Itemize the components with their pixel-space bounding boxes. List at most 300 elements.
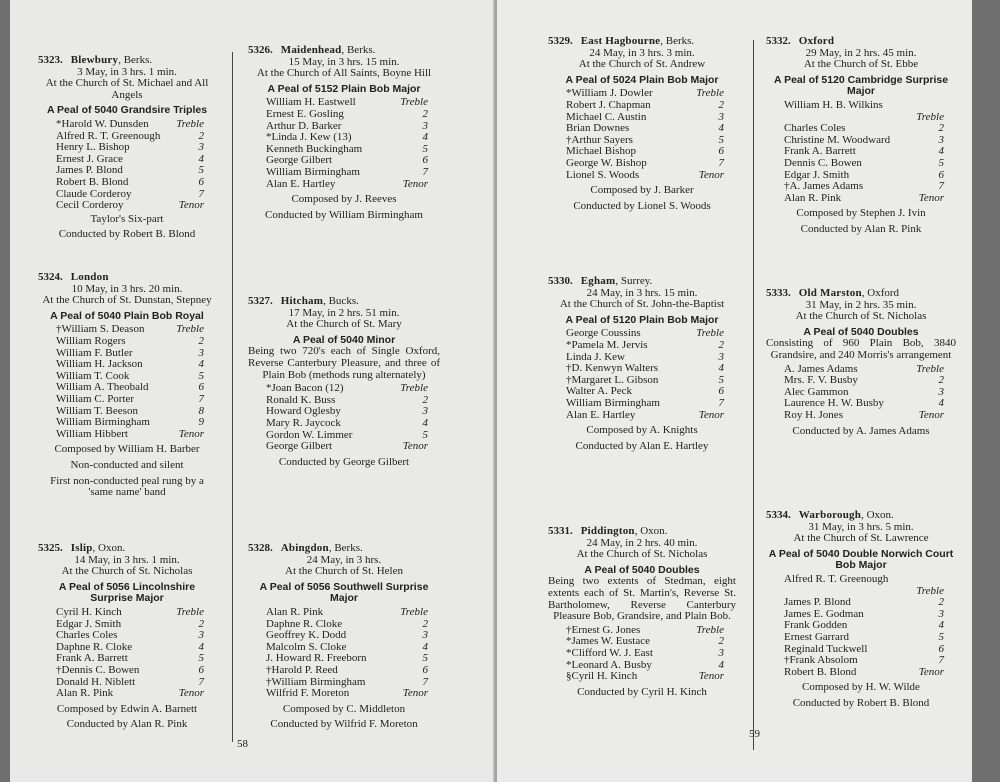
ringer-list <box>548 328 736 421</box>
bell-number: 5 <box>718 373 724 386</box>
peal-title: A Peal of 5024 Plain Bob Major <box>565 73 719 86</box>
ringer-name: †William Birmingham <box>266 675 366 688</box>
peal-county: , Berks. <box>660 35 695 47</box>
ringer-row <box>56 417 204 429</box>
peal-note: Conducted by A. James Adams <box>792 424 930 437</box>
peal-number: 5325. <box>38 542 63 554</box>
ringer-row <box>266 665 428 677</box>
peal-title: A Peal of 5152 Plain Bob Major <box>267 82 421 95</box>
ringer-list <box>248 383 440 453</box>
bell-number: 7 <box>938 654 944 667</box>
bell-number: Tenor <box>698 670 724 683</box>
bell-number: 2 <box>718 98 724 111</box>
ringer-row <box>784 181 944 193</box>
peal-note: Composed by A. Knights <box>586 424 698 437</box>
ringer-row <box>56 119 204 131</box>
peal-record <box>548 36 736 212</box>
ringer-name: Malcolm S. Cloke <box>266 640 347 653</box>
peal-title: A Peal of 5040 Minor <box>292 333 396 346</box>
bell-number: Tenor <box>402 687 428 700</box>
peal-note: Conducted by Wilfrid F. Moreton <box>270 718 418 731</box>
ringer-row <box>266 630 428 642</box>
peal-title: A Peal of 5056 Lincolnshire Surprise Major <box>58 580 196 605</box>
ringer-name: Brian Downes <box>566 122 630 135</box>
bell-number: 6 <box>718 145 724 158</box>
peal-heading <box>38 55 216 67</box>
ringer-name: William F. Butler <box>56 346 133 359</box>
bell-number: 2 <box>198 129 204 142</box>
peal-place: Old Marston <box>798 287 862 299</box>
bell-number: Treble <box>176 605 204 618</box>
peal-place: Hitcham <box>280 295 324 307</box>
bell-number: Tenor <box>698 408 724 421</box>
peal-note: Conducted by Alan R. Pink <box>66 718 188 731</box>
bell-number: 6 <box>422 154 428 167</box>
peal-place: Warborough <box>798 509 862 521</box>
ringer-name: Cecil Corderoy <box>56 199 124 212</box>
ringer-name: George Gilbert <box>266 154 333 167</box>
peal-title: A Peal of 5040 Doubles <box>803 325 919 338</box>
bell-number: 3 <box>422 119 428 132</box>
peal-detail-line: 24 May, in 2 hrs. 40 min. <box>586 536 698 549</box>
peal-detail-line: 17 May, in 2 hrs. 51 min. <box>288 306 400 319</box>
bell-number: 7 <box>198 187 204 200</box>
ringer-name: Alan E. Hartley <box>266 177 336 190</box>
peal-note: Conducted by Lionel S. Woods <box>573 199 711 212</box>
ringer-name: Cyril H. Kinch <box>56 605 122 618</box>
peal-note: Composed by J. Barker <box>590 184 694 197</box>
ringer-name: George Gilbert <box>266 440 333 453</box>
peal-note: Conducted by Robert B. Blond <box>792 696 930 709</box>
peal-heading <box>766 36 956 48</box>
ringer-row <box>784 193 944 205</box>
ringer-name: †Margaret L. Gibson <box>566 373 659 386</box>
peal-title: A Peal of 5120 Cambridge Surprise Major <box>773 73 949 98</box>
peal-heading <box>248 543 440 555</box>
ringer-name: William H. B. Wilkins <box>784 98 883 111</box>
peal-note: Conducted by Alan E. Hartley <box>575 439 709 452</box>
ringer-name: Laurence H. W. Busby <box>784 397 884 410</box>
bell-number: 3 <box>198 629 204 642</box>
peal-record <box>38 272 216 499</box>
bell-number: 5 <box>422 428 428 441</box>
composition-note: Taylor's Six-part <box>90 212 164 225</box>
bell-number: 4 <box>198 152 204 165</box>
bell-number: 2 <box>938 122 944 135</box>
ringer-name: Alan R. Pink <box>56 687 114 700</box>
bell-number: 3 <box>938 385 944 398</box>
ringer-row <box>266 109 428 121</box>
ringer-name: *William J. Dowler <box>566 87 653 100</box>
ringer-name: Charles Coles <box>56 629 118 642</box>
peal-heading <box>248 296 440 308</box>
bell-number: 4 <box>718 122 724 135</box>
peal-place: Oxford <box>798 35 835 47</box>
ringer-name: William H. Jackson <box>56 358 143 371</box>
peal-detail-line: At the Church of St. Nicholas <box>61 565 193 578</box>
ringer-name: *Harold W. Dunsden <box>56 117 149 130</box>
peal-number: 5324. <box>38 271 63 283</box>
ringer-name: Michael Bishop <box>566 145 636 158</box>
peal-number: 5328. <box>248 542 273 554</box>
ringer-name: *Linda J. Kew (13) <box>266 131 352 144</box>
ringer-list <box>38 607 216 700</box>
peal-number: 5329. <box>548 35 573 47</box>
bell-number: 4 <box>938 397 944 410</box>
ringer-name: William Birmingham <box>266 165 360 178</box>
peal-note: Conducted by Alan R. Pink <box>800 222 922 235</box>
ringer-name: William C. Porter <box>56 392 135 405</box>
peal-heading <box>766 288 956 300</box>
ringer-row <box>56 336 204 348</box>
ringer-row <box>784 375 944 387</box>
ringer-name: William Birmingham <box>566 396 660 409</box>
peal-note: Conducted by William Birmingham <box>265 208 423 221</box>
ringer-row <box>56 429 204 441</box>
ringer-name: Frank Godden <box>784 619 848 632</box>
bell-number: 4 <box>422 640 428 653</box>
ringer-name: Robert B. Blond <box>56 175 129 188</box>
peal-detail-line: 24 May, in 3 hrs. <box>306 553 382 566</box>
bell-number: 7 <box>198 392 204 405</box>
peal-number: 5333. <box>766 287 791 299</box>
peal-heading <box>548 526 736 538</box>
ringer-name: Reginald Tuckwell <box>784 642 868 655</box>
bell-number: 3 <box>718 350 724 363</box>
bell-number: 4 <box>198 358 204 371</box>
peal-detail-line: 14 May, in 3 hrs. 1 min. <box>74 553 180 566</box>
bell-number: Treble <box>176 323 204 336</box>
bell-number: Tenor <box>178 199 204 212</box>
ringer-name: §Cyril H. Kinch <box>566 670 638 683</box>
ringer-name: †Arthur Sayers <box>566 133 633 146</box>
ringer-list <box>766 100 956 204</box>
ringer-name: Lionel S. Woods <box>566 168 640 181</box>
bell-number: 3 <box>422 405 428 418</box>
bell-number: Tenor <box>918 665 944 678</box>
peal-number: 5323. <box>38 54 63 66</box>
ringer-name: *Clifford W. J. East <box>566 646 653 659</box>
ringer-name: *Pamela M. Jervis <box>566 338 648 351</box>
ringer-row <box>566 648 724 660</box>
ringer-row <box>566 363 724 375</box>
ringer-name: James P. Blond <box>784 596 851 609</box>
ringer-name: Walter A. Peck <box>566 385 633 398</box>
ringer-name: Daphne R. Cloke <box>56 640 133 653</box>
peal-detail-line: At the Church of All Saints, Boyne Hill <box>256 67 432 80</box>
peal-heading <box>766 510 956 522</box>
peal-title: A Peal of 5120 Plain Bob Major <box>565 313 719 326</box>
ringer-list <box>248 97 440 190</box>
peal-county: , Bucks. <box>323 295 359 307</box>
bell-number: 4 <box>938 619 944 632</box>
peal-detail-line: At the Church of St. Dunstan, Stepney <box>42 294 212 307</box>
peal-county: , Oxon. <box>861 509 894 521</box>
ringer-row <box>56 359 204 371</box>
ringer-row <box>56 630 204 642</box>
ringer-name: Ernest E. Gosling <box>266 107 344 120</box>
ringer-row <box>56 607 204 619</box>
ringer-name: Ernest J. Grace <box>56 152 123 165</box>
ringer-name: †A. James Adams <box>784 180 864 193</box>
ringer-name: Robert B. Blond <box>784 665 857 678</box>
bell-number: 7 <box>718 396 724 409</box>
peal-note: Conducted by Cyril H. Kinch <box>577 685 707 698</box>
bell-number: 3 <box>718 110 724 123</box>
peal-note: First non-conducted peal rung by a 'same name' band <box>50 474 204 499</box>
peal-detail-line: 15 May, in 3 hrs. 15 min. <box>288 55 400 68</box>
ringer-row <box>784 632 944 644</box>
peal-detail-line: 10 May, in 3 hrs. 20 min. <box>71 282 183 295</box>
ringer-name: Alec Gammon <box>784 385 849 398</box>
ringer-row <box>56 394 204 406</box>
peal-description: Being two 720's each of Single Oxford, Reverse Canterbury Pleasure, and three of Plain Bob (methods rung alternately) <box>248 345 440 381</box>
peal-description: Consisting of 960 Plain Bob, 3840 Grandsire, and 240 Morris's arrangement <box>766 337 956 361</box>
ringer-row <box>784 158 944 170</box>
ringer-name: William H. Eastwell <box>266 96 356 109</box>
peal-title: A Peal of 5056 Southwell Surprise Major <box>259 580 429 605</box>
bell-number: 2 <box>198 617 204 630</box>
peal-detail-line: At the Church of St. Mary <box>286 318 402 331</box>
ringer-name: Daphne R. Cloke <box>266 617 343 630</box>
bell-number: 6 <box>198 663 204 676</box>
peal-description: Being two extents of Stedman, eight extents each of St. Martin's, Reverse St. Bartholomew, Reverse Canterbury Pleasure Bob, Grandsire, and Plain Bob. <box>548 575 736 623</box>
ringer-list <box>548 625 736 683</box>
peal-note: Non-conducted and silent <box>70 458 184 471</box>
peal-record <box>38 55 216 241</box>
peal-note: Composed by C. Middleton <box>282 702 406 715</box>
bell-number: Treble <box>176 117 204 130</box>
peal-record <box>38 543 216 731</box>
ringer-name: †Dennis C. Bowen <box>56 663 140 676</box>
ringer-list <box>766 364 956 422</box>
ringer-name: Ernest Garrard <box>784 630 850 643</box>
ringer-name: Wilfrid F. Moreton <box>266 687 350 700</box>
peal-record <box>766 36 956 236</box>
ringer-name: Ronald K. Buss <box>266 393 336 406</box>
peal-county: , Oxon. <box>92 542 126 554</box>
bell-number: Tenor <box>178 427 204 440</box>
ringer-name: Claude Corderoy <box>56 187 132 200</box>
peal-record <box>548 526 736 698</box>
ringer-name: William Rogers <box>56 334 126 347</box>
peal-detail-line: At the Church of St. Lawrence <box>793 532 929 545</box>
ringer-name: A. James Adams <box>784 362 858 375</box>
peal-detail-line: At the Church of St. Andrew <box>578 58 706 71</box>
peal-record <box>248 543 440 731</box>
ringer-list <box>548 88 736 181</box>
ringer-row <box>784 574 944 586</box>
ringer-row <box>266 132 428 144</box>
bell-number: 7 <box>198 675 204 688</box>
ringer-name: Alfred R. T. Greenough <box>56 129 161 142</box>
bell-number: Tenor <box>698 168 724 181</box>
peal-place: Islip <box>70 542 93 554</box>
ringer-name: George W. Bishop <box>566 156 647 169</box>
ringer-name: †Ernest G. Jones <box>566 623 641 636</box>
peal-place: East Hagbourne <box>580 35 661 47</box>
peal-county: , Oxon. <box>634 525 668 537</box>
ringer-name: Alan R. Pink <box>266 605 324 618</box>
ringer-name: Donald H. Niblett <box>56 675 136 688</box>
peal-note: Composed by Edwin A. Barnett <box>56 702 198 715</box>
ringer-name: Roy H. Jones <box>784 408 843 421</box>
ringer-list <box>38 324 216 440</box>
peal-county: , Berks. <box>341 44 376 56</box>
peal-title: A Peal of 5040 Doubles <box>584 563 700 576</box>
bell-number: 2 <box>718 635 724 648</box>
bell-number: 9 <box>198 416 204 429</box>
peal-number: 5334. <box>766 509 791 521</box>
peal-detail-line: 31 May, in 2 hrs. 35 min. <box>805 298 917 311</box>
bell-number: 2 <box>198 334 204 347</box>
bell-number: Treble <box>916 362 944 375</box>
ringer-name: †Harold P. Reed <box>266 663 338 676</box>
ringer-row <box>566 340 724 352</box>
peal-heading <box>38 272 216 284</box>
ringer-name: James P. Blond <box>56 164 123 177</box>
ringer-name: Edgar J. Smith <box>56 617 122 630</box>
ringer-row <box>266 383 428 395</box>
peal-title: A Peal of 5040 Double Norwich Court Bob Major <box>768 547 954 572</box>
bell-number: 6 <box>938 642 944 655</box>
peal-heading <box>248 45 440 57</box>
bell-number: 3 <box>198 346 204 359</box>
peal-county: , Berks. <box>118 54 153 66</box>
ringer-row <box>56 665 204 677</box>
ringer-row <box>784 410 944 422</box>
ringer-row <box>266 167 428 179</box>
peal-record <box>548 276 736 452</box>
bell-number: 5 <box>938 630 944 643</box>
ringer-name: Frank A. Barrett <box>56 652 128 665</box>
bell-number: 8 <box>198 404 204 417</box>
peal-record <box>766 288 956 437</box>
bell-number: 6 <box>198 175 204 188</box>
peal-detail-line: 24 May, in 3 hrs. 3 min. <box>589 46 695 59</box>
peal-note: Conducted by George Gilbert <box>278 455 410 468</box>
ringer-row <box>566 398 724 410</box>
bell-number: Treble <box>400 96 428 109</box>
peal-heading <box>38 543 216 555</box>
bell-number: 3 <box>938 607 944 620</box>
ringer-name: †D. Kenwyn Walters <box>566 362 659 375</box>
peal-detail-line: 3 May, in 3 hrs. 1 min. <box>77 65 177 78</box>
bell-number: 6 <box>198 381 204 394</box>
peal-place: Abingdon <box>280 542 329 554</box>
peal-place: Egham <box>580 275 616 287</box>
ringer-row <box>566 671 724 683</box>
bell-number: 6 <box>938 168 944 181</box>
peal-detail-line: At the Church of St. Helen <box>285 565 403 578</box>
ringer-name: Alan E. Hartley <box>566 408 636 421</box>
peal-record <box>248 45 440 221</box>
ringer-row <box>266 688 428 700</box>
ringer-row <box>266 607 428 619</box>
ringer-name: Alan R. Pink <box>784 191 842 204</box>
bell-number: Treble <box>916 584 944 597</box>
ringer-list <box>766 574 956 678</box>
peal-title: A Peal of 5040 Plain Bob Royal <box>50 309 204 322</box>
bell-number: 5 <box>422 652 428 665</box>
ringer-name: Robert J. Chapman <box>566 98 651 111</box>
ringer-row <box>56 177 204 189</box>
bell-number: Tenor <box>402 440 428 453</box>
column-divider-right <box>753 40 754 750</box>
ringer-row <box>784 655 944 667</box>
peal-note: Composed by J. Reeves <box>291 193 397 206</box>
bell-number: Tenor <box>402 177 428 190</box>
peal-heading <box>548 276 736 288</box>
bell-number: 3 <box>938 133 944 146</box>
ringer-row <box>784 667 944 679</box>
ringer-name: Mrs. F. V. Busby <box>784 374 858 387</box>
ringer-name: Henry L. Bishop <box>56 141 130 154</box>
bell-number: 4 <box>718 362 724 375</box>
bell-number: 7 <box>422 165 428 178</box>
page-number-left: 58 <box>237 738 248 750</box>
bell-number: 2 <box>422 393 428 406</box>
bell-number: Tenor <box>178 687 204 700</box>
bell-number: 3 <box>198 141 204 154</box>
bell-number: Tenor <box>918 408 944 421</box>
bell-number: 2 <box>718 338 724 351</box>
ringer-row <box>566 170 724 182</box>
ringer-row <box>566 123 724 135</box>
peal-detail-line: At the Church of St. Ebbe <box>803 58 919 71</box>
ringer-name: *Joan Bacon (12) <box>266 382 344 395</box>
bell-number: 4 <box>422 131 428 144</box>
ringer-row <box>566 410 724 422</box>
ringer-row <box>566 100 724 112</box>
ringer-row <box>784 123 944 135</box>
ringer-name: Edgar J. Smith <box>784 168 850 181</box>
ringer-name: George Coussins <box>566 327 641 340</box>
peal-note: Composed by H. W. Wilde <box>802 681 920 694</box>
bell-number: 3 <box>718 646 724 659</box>
peal-detail-line: At the Church of St. Michael and All Angels <box>45 77 209 101</box>
ringer-name: †Frank Absolom <box>784 654 858 667</box>
ringer-name: *James W. Eustace <box>566 635 651 648</box>
peal-detail-line: 31 May, in 3 hrs. 5 min. <box>808 520 914 533</box>
bell-number: 7 <box>422 675 428 688</box>
bell-number: Treble <box>400 382 428 395</box>
bell-number: 4 <box>198 640 204 653</box>
bell-number: 7 <box>718 156 724 169</box>
ringer-row <box>784 597 944 609</box>
ringer-name: Dennis C. Bowen <box>784 156 862 169</box>
bell-number: 5 <box>198 652 204 665</box>
ringer-row <box>266 441 428 453</box>
bell-number: Tenor <box>918 191 944 204</box>
ringer-name: J. Howard R. Freeborn <box>266 652 367 665</box>
ringer-row <box>56 688 204 700</box>
page-number-right: 59 <box>749 728 760 740</box>
ringer-name: Howard Oglesby <box>266 405 341 418</box>
bell-number: 6 <box>718 385 724 398</box>
ringer-name: Christine M. Woodward <box>784 133 891 146</box>
peal-number: 5330. <box>548 275 573 287</box>
peal-number: 5326. <box>248 44 273 56</box>
bell-number: 2 <box>938 596 944 609</box>
peal-detail-line: 24 May, in 3 hrs. 15 min. <box>586 286 698 299</box>
bell-number: Treble <box>400 605 428 618</box>
ringer-name: William Birmingham <box>56 416 150 429</box>
bell-number: 7 <box>938 180 944 193</box>
ringer-name: Geoffrey K. Dodd <box>266 629 347 642</box>
ringer-name: Alfred R. T. Greenough <box>784 572 889 585</box>
ringer-name: William Hibbert <box>56 427 128 440</box>
